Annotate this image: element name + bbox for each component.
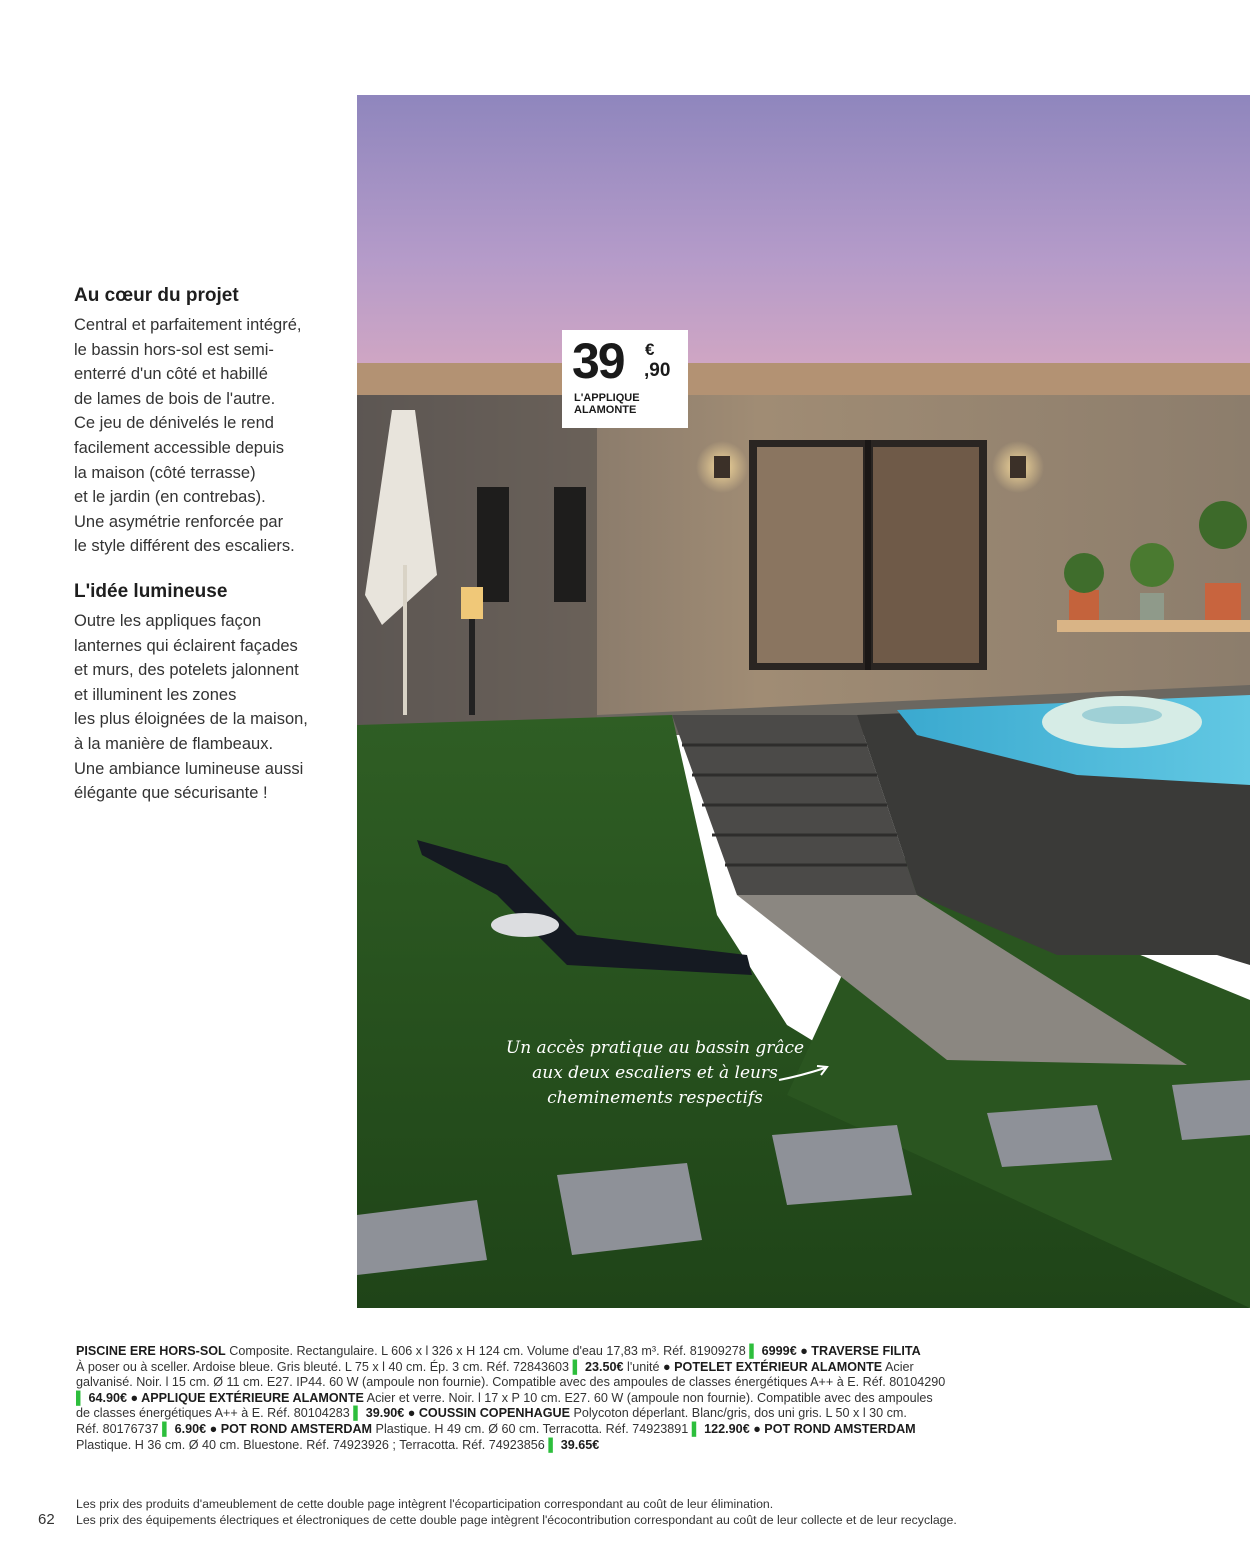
price-euros: 39 [572,333,624,389]
price-bar-icon: ▌ [572,1359,582,1374]
product-line [76,1344,996,1360]
product-desc: Composite. Rectangulaire. L 606 x l 326 x H 124 cm. Volume d'eau 17,83 m³. Réf. 81909278 [225,1344,750,1358]
pot [1069,590,1099,620]
body-line: Une asymétrie renforcée par [74,512,284,531]
product-desc: Plastique. H 49 cm. Ø 60 cm. Terracotta. Réf. 74923891 [372,1421,692,1436]
caption-arrow-icon [775,1062,835,1086]
body-line: Ce jeu de dénivelés le rend [74,414,274,433]
body-line: et le jardin (en contrebas). [74,488,266,507]
product-desc: Plastique. H 36 cm. Ø 40 cm. Bluestone. Réf. 74923926 ; Terracotta. Réf. 74923856 [76,1437,549,1452]
product-line [76,1438,996,1454]
product-name: ● POT ROND AMSTERDAM [749,1421,916,1436]
caption-line: cheminements respectifs [547,1088,763,1108]
body-line: enterré d'un côté et habillé [74,365,268,384]
body-line: Outre les appliques façon [74,612,262,630]
product-desc: Acier [882,1359,914,1374]
price-label [562,392,684,416]
footer-line: Les prix des produits d'ameublement de cette double page intègrent l'écoparticipation correspondant au coût de leur élimination. [76,1497,774,1511]
body-line: lanternes qui éclairent façades [74,636,298,655]
parasol-pole [403,565,407,715]
body-line: élégante que sécurisante ! [74,784,268,803]
plant [1130,543,1174,587]
price-bar-icon: ▌ [76,1390,85,1405]
product-line [76,1360,996,1376]
door-frame [865,440,871,670]
wall-lamp-right [1010,456,1026,478]
product-name: ● COUSSIN COPENHAGUE [404,1406,570,1421]
section-idee-lumineuse [74,581,344,806]
price-currency: € [645,340,655,359]
body-line: à la manière de flambeaux. [74,734,274,753]
product-line: galvanisé. Noir. l 15 cm. Ø 11 cm. E27. IP44. 60 W (ampoule non fournie). Compatible avec des ampoules de classes énergétiques A++ à E. Réf. 80104290 [76,1375,946,1390]
door-curtain-left [757,447,863,663]
sky [357,95,1250,395]
caption-line: Un accès pratique au bassin grâce [505,1038,805,1058]
product-price: 64.90€ [88,1390,127,1405]
body-line: Central et parfaitement intégré, [74,316,302,334]
section-au-coeur-du-projet [74,285,344,559]
price-bar-icon: ▌ [548,1437,558,1452]
price-bar-icon: ▌ [691,1421,701,1436]
page-number: 62 [38,1511,55,1528]
product-name: ● POTELET EXTÉRIEUR ALAMONTE [663,1359,883,1374]
price-bar-icon: ▌ [162,1421,172,1436]
price-bar-icon: ▌ [749,1344,759,1358]
product-price: 39.65€ [560,1437,600,1452]
body-line: les plus éloignées de la maison, [74,710,308,729]
section-body [74,609,344,806]
section-heading: Au cœur du projet [74,285,239,306]
product-desc: À poser ou à sceller. Ardoise bleue. Gris bleuté. L 75 x l 40 cm. Ép. 3 cm. Réf. 72843603 [76,1359,573,1374]
product-desc: Polycoton déperlant. Blanc/gris, dos uni gris. L 50 x l 30 cm. [569,1406,907,1421]
wall-lamp-left [714,456,730,478]
body-line: la maison (côté terrasse) [74,463,256,482]
price-cents: ,90 [644,360,671,381]
plant [1064,553,1104,593]
door-curtain-right [873,447,979,663]
product-details [76,1344,996,1453]
product-price: 23.50€ [585,1359,624,1374]
section-body [74,313,344,559]
pool-float-hole [1082,706,1162,724]
product-name: ● TRAVERSE FILITA [796,1344,921,1358]
shelf-plants [1057,620,1250,632]
plant [1199,501,1247,549]
body-line: Une ambiance lumineuse aussi [74,759,304,778]
price-label-line: L'APPLIQUE [574,392,640,404]
caption-line: aux deux escaliers et à leurs [532,1063,778,1083]
product-name: PISCINE ERE HORS-SOL [76,1344,226,1358]
pot [1205,583,1241,620]
product-desc: l'unité [623,1359,664,1374]
product-price: 122.90€ [704,1421,750,1436]
body-line: facilement accessible depuis [74,438,285,457]
price-bar-icon: ▌ [353,1406,363,1421]
product-price: 6.90€ [174,1421,207,1436]
product-name: ● POT ROND AMSTERDAM [206,1421,373,1436]
lantern-post [469,605,475,715]
price-tag-applique [562,330,688,428]
product-line [76,1391,996,1407]
lantern [461,587,483,619]
section-heading: L'idée lumineuse [74,581,228,602]
body-line: de lames de bois de l'autre. [74,389,276,408]
body-line: le bassin hors-sol est semi- [74,340,274,359]
product-line [76,1406,996,1422]
product-desc: de classes énergétiques A++ à E. Réf. 80104283 [76,1406,354,1421]
body-line: et murs, des potelets jalonnent [74,661,299,680]
product-price: 39.90€ [365,1406,405,1421]
product-desc: Réf. 80176737 [76,1421,163,1436]
pot [1140,593,1164,620]
product-price: 6999€ [761,1344,797,1358]
garden-pool-photo [357,95,1250,1308]
product-line [76,1422,996,1438]
body-line: le style différent des escaliers. [74,537,295,556]
product-desc: Acier et verre. Noir. l 17 x P 10 cm. E27. 60 W (ampoule non fournie). Compatible avec des ampoules [363,1390,933,1405]
footer-line: Les prix des équipements électriques et électroniques de cette double page intègrent l'écocontribution correspondant au coût de leur collecte et de leur recyclage. [76,1512,957,1527]
window-left [477,487,509,602]
footer-notes [76,1497,957,1528]
lounger-cushion [491,913,559,937]
body-line: et illuminent les zones [74,685,237,704]
product-name: ● APPLIQUE EXTÉRIEURE ALAMONTE [126,1390,364,1405]
price-label-line: ALAMONTE [574,404,637,416]
window-right [554,487,586,602]
